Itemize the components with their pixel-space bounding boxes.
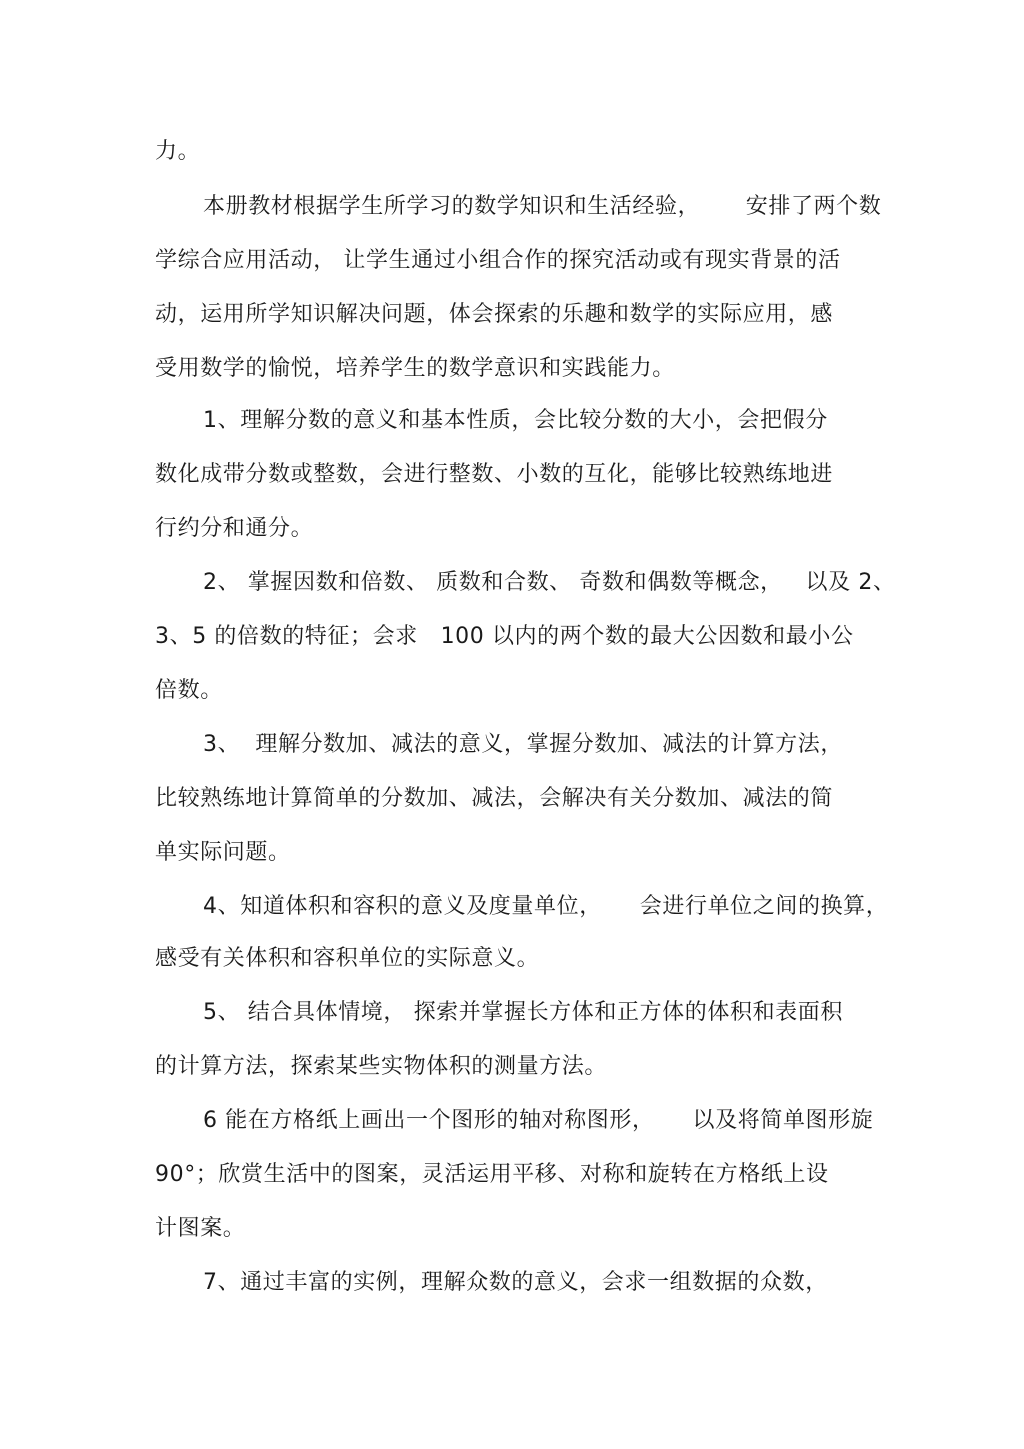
text-line: 比较熟练地计算简单的分数加、减法，会解决有关分数加、减法的简 [155, 786, 834, 811]
text-line: 感受有关体积和容积单位的实际意义。 [155, 946, 540, 971]
paragraph-intro-line: 本册教材根据学生所学习的数学知识和生活经验， 安排了两个数 [203, 194, 882, 219]
text-line: 的计算方法，探索某些实物体积的测量方法。 [155, 1054, 608, 1079]
text-line: 受用数学的愉悦，培养学生的数学意识和实践能力。 [155, 356, 675, 381]
list-item-2-line: 2、 掌握因数和倍数、 质数和合数、 奇数和偶数等概念， 以及 2、 [203, 570, 896, 595]
text-line: 单实际问题。 [155, 840, 291, 865]
text-line: 3、5 的倍数的特征；会求 100 以内的两个数的最大公因数和最小公 [155, 624, 854, 649]
text-line: 行约分和通分。 [155, 516, 314, 541]
list-item-1-line: 1、理解分数的意义和基本性质，会比较分数的大小，会把假分 [203, 408, 828, 433]
text-line: 学综合应用活动， 让学生通过小组合作的探究活动或有现实背景的活 [155, 248, 841, 273]
text-line: 倍数。 [155, 678, 223, 703]
text-line: 计图案。 [155, 1216, 246, 1241]
list-item-7-line: 7、通过丰富的实例，理解众数的意义，会求一组数据的众数， [203, 1270, 828, 1295]
list-item-4-line: 4、知道体积和容积的意义及度量单位， 会进行单位之间的换算， [203, 894, 889, 919]
text-line: 数化成带分数或整数，会进行整数、小数的互化，能够比较熟练地进 [155, 462, 834, 487]
text-line: 90°；欣赏生活中的图案，灵活运用平移、对称和旋转在方格纸上设 [155, 1162, 829, 1187]
list-item-3-line: 3、 理解分数加、减法的意义，掌握分数加、减法的计算方法， [203, 732, 843, 757]
text-line: 力。 [155, 139, 201, 164]
list-item-5-line: 5、 结合具体情境， 探索并掌握长方体和正方体的体积和表面积 [203, 1000, 843, 1025]
text-line: 动，运用所学知识解决问题，体会探索的乐趣和数学的实际应用，感 [155, 302, 834, 327]
list-item-6-line: 6 能在方格纸上画出一个图形的轴对称图形， 以及将简单图形旋 [203, 1108, 874, 1133]
